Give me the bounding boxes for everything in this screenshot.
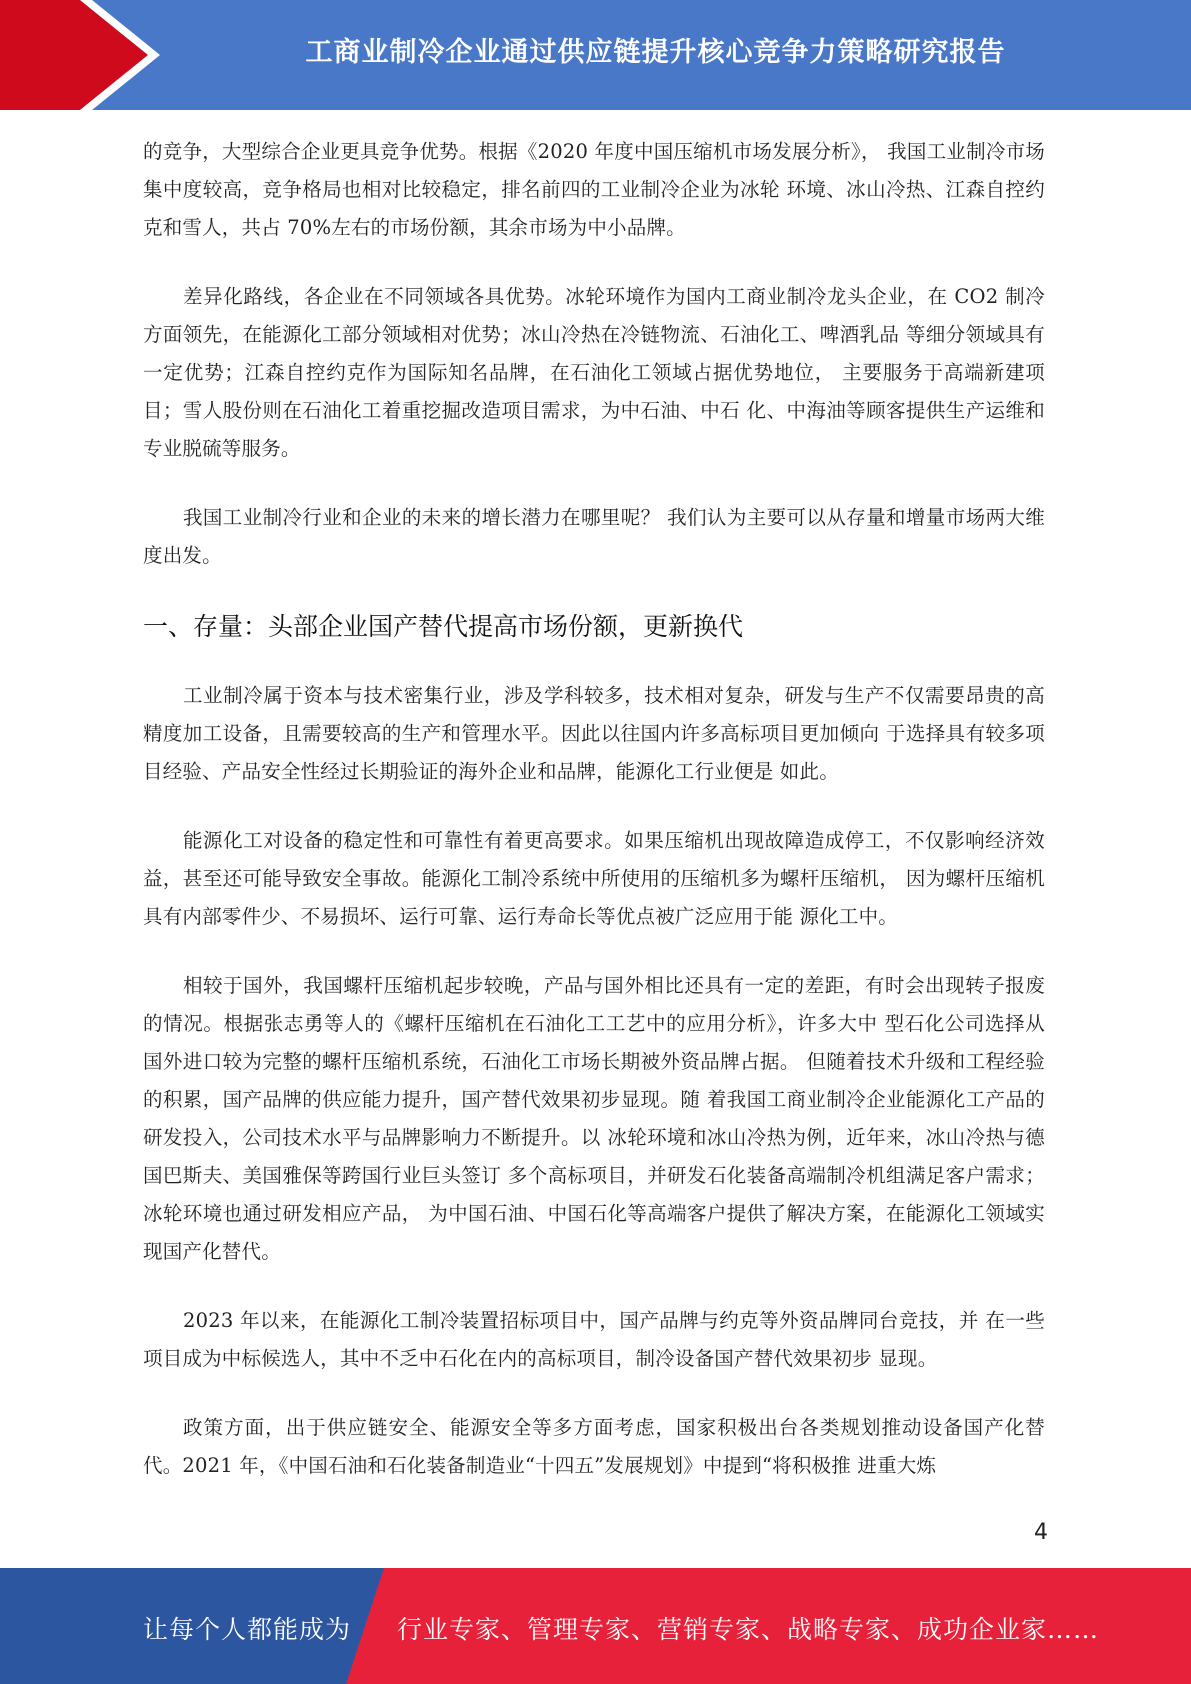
paragraph-policy: 政策方面，出于供应链安全、能源安全等多方面考虑，国家积极出台各类规划推动设备国产化替代。2021 年，《中国石油和石化装备制造业“十四五”发展规划》中提到“将积极推 进重大炼: [143, 1416, 1045, 1477]
page-footer: [0, 1568, 1191, 1684]
paragraph-screw-compressor: 相较于国外，我国螺杆压缩机起步较晚，产品与国外相比还具有一定的差距，有时会出现转子报废的情况。根据张志勇等人的《螺杆压缩机在石油化工工艺中的应用分析》，许多大中 型石化公司选择从国外进口较为完整的螺杆压缩机系统，石油化工市场长期被外资品牌占据。 但随着技术升级和工程经验的积累，国产品牌的供应能力提升，国产替代效果初步显现。随 着我国工商业制冷企业能源化工产品的研发投入，公司技术水平与品牌影响力不断提升。以 冰轮环境和冰山冷热为例，近年来，冰山冷热与德国巴斯夫、美国雅保等跨国行业巨头签订 多个高标项目，并研发石化装备高端制冷机组满足客户需求；冰轮环境也通过研发相应产品， 为中国石油、中国石化等高端客户提供了解决方案，在能源化工领域实现国产化替代。: [143, 974, 1045, 1263]
paragraph-energy-chemical: 能源化工对设备的稳定性和可靠性有着更高要求。如果压缩机出现故障造成停工，不仅影响经济效益，甚至还可能导致安全事故。能源化工制冷系统中所使用的压缩机多为螺杆压缩机， 因为螺杆压缩机具有内部零件少、不易损坏、运行可靠、运行寿命长等优点被广泛应用于能 源化工中。: [143, 829, 1045, 928]
report-title: 工商业制冷企业通过供应链提升核心竞争力策略研究报告: [305, 37, 1006, 68]
paragraph-industry-characteristics: 工业制冷属于资本与技术密集行业，涉及学科较多，技术相对复杂，研发与生产不仅需要昂贵的高精度加工设备，且需要较高的生产和管理水平。因此以往国内许多高标项目更加倾向 于选择具有较多项目经验、产品安全性经过长期验证的海外企业和品牌，能源化工行业便是 如此。: [143, 684, 1045, 783]
document-body: [143, 133, 1045, 1516]
section-heading: 一、存量：头部企业国产替代提高市场份额，更新换代: [143, 612, 744, 641]
footer-slogan-left: 让每个人都能成为: [143, 1615, 352, 1644]
paragraph-differentiation: 差异化路线，各企业在不同领域各具优势。冰轮环境作为国内工商业制冷龙头企业，在 CO2 制冷方面领先，在能源化工部分领域相对优势；冰山冷热在冷链物流、石油化工、啤酒乳品 等细分领域具有一定优势；江森自控约克作为国际知名品牌，在石油化工领域占据优势地位， 主要服务于高端新建项目；雪人股份则在石油化工着重挖掘改造项目需求，为中石油、中石 化、中海油等顾客提供生产运维和专业脱硫等服务。: [143, 285, 1045, 460]
paragraph-growth-question: 我国工业制冷行业和企业的未来的增长潜力在哪里呢？ 我们认为主要可以从存量和增量市场两大维度出发。: [143, 506, 1045, 567]
page-header: [0, 0, 1191, 110]
footer-slogan-right: 行业专家、管理专家、营销专家、战略专家、成功企业家……: [397, 1615, 1100, 1644]
paragraph-2023-bidding: 2023 年以来，在能源化工制冷装置招标项目中，国产品牌与约克等外资品牌同台竞技，并 在一些项目成为中标候选人，其中不乏中石化在内的高标项目，制冷设备国产替代效果初步 显现。: [143, 1309, 1045, 1370]
paragraph-market-concentration: 的竞争，大型综合企业更具竞争优势。根据《2020 年度中国压缩机市场发展分析》， 我国工业制冷市场集中度较高，竞争格局也相对比较稳定，排名前四的工业制冷企业为冰轮 环境、冰山冷热、江森自控约克和雪人，共占 70%左右的市场份额，其余市场为中小品牌。: [143, 140, 1045, 239]
page-number: 4: [1034, 1520, 1048, 1545]
